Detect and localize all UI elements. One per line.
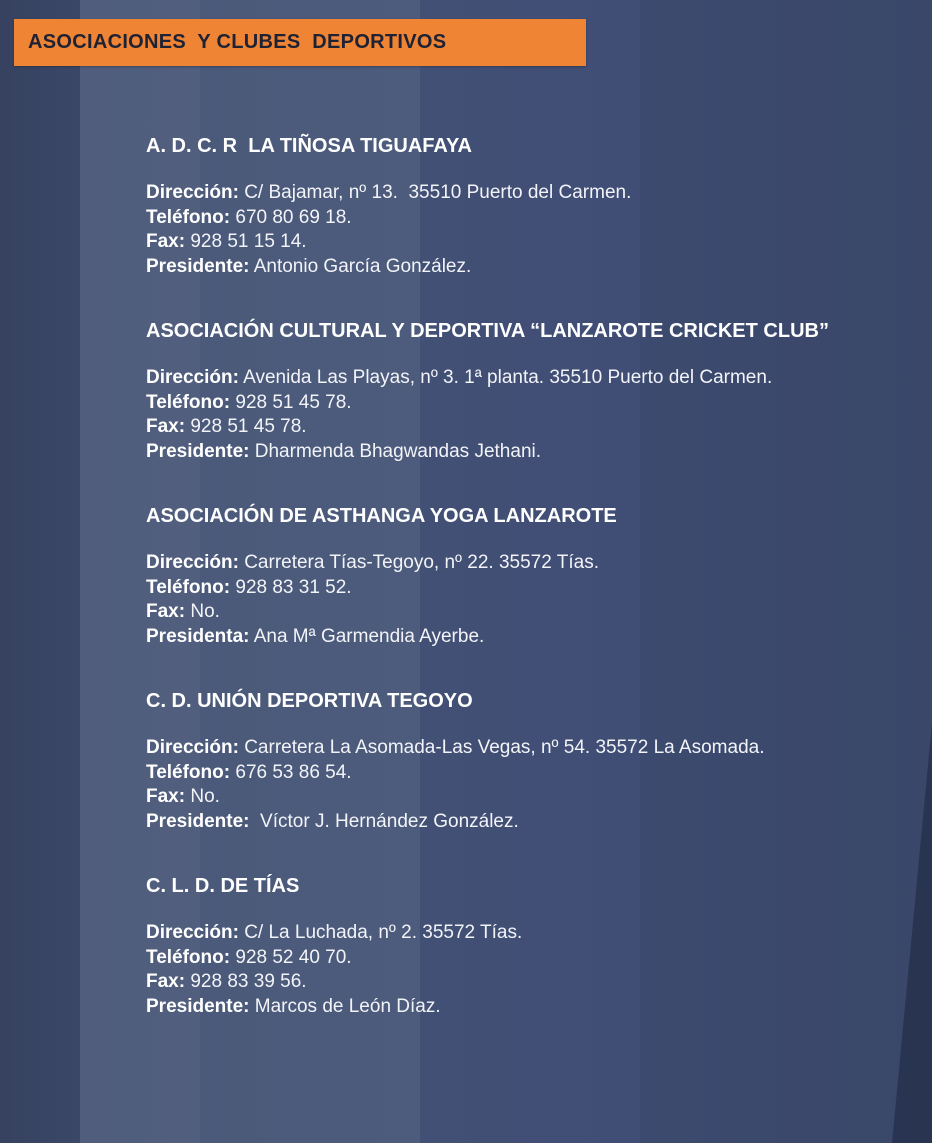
- field-value: Marcos de León Díaz.: [249, 995, 441, 1017]
- field-label: Teléfono:: [146, 391, 231, 413]
- club-entry: [146, 133, 906, 279]
- club-field: [146, 415, 906, 440]
- field-label: Dirección:: [146, 922, 239, 943]
- club-list: [146, 133, 906, 1058]
- club-field: [146, 946, 906, 971]
- club-field: [146, 255, 906, 280]
- field-value: Carretera La Asomada-Las Vegas, nº 54. 35572 La Asomada.: [238, 737, 765, 758]
- club-field: [146, 551, 906, 576]
- field-label: Teléfono:: [146, 206, 231, 228]
- field-label: Fax:: [146, 416, 186, 437]
- field-value: C/ La Luchada, nº 2. 35572 Tías.: [238, 922, 523, 943]
- club-name: ASOCIACIÓN CULTURAL Y DEPORTIVA “LANZAROTE CRICKET CLUB”: [146, 320, 829, 342]
- field-label: Presidente:: [146, 255, 250, 277]
- club-field: [146, 366, 906, 391]
- field-label: Teléfono:: [146, 576, 231, 598]
- club-field: [146, 576, 906, 601]
- field-value: 928 51 45 78.: [185, 416, 307, 437]
- field-value: Avenida Las Playas, nº 3. 1ª planta. 35510 Puerto del Carmen.: [238, 367, 773, 388]
- club-name: C. L. D. DE TÍAS: [146, 875, 300, 897]
- field-value: Víctor J. Hernández González.: [249, 810, 519, 832]
- field-value: Ana Mª Garmendia Ayerbe.: [249, 625, 485, 647]
- field-label: Dirección:: [146, 182, 239, 203]
- club-entry: [146, 688, 906, 834]
- club-field: [146, 391, 906, 416]
- field-value: 928 51 15 14.: [185, 231, 307, 252]
- club-name: ASOCIACIÓN DE ASTHANGA YOGA LANZAROTE: [146, 505, 617, 527]
- club-field: [146, 970, 906, 995]
- field-label: Fax:: [146, 231, 186, 252]
- field-label: Fax:: [146, 786, 186, 807]
- club-entry: [146, 318, 906, 464]
- section-header-bar: [14, 19, 586, 66]
- club-entry: [146, 503, 906, 649]
- field-value: 676 53 86 54.: [230, 761, 352, 783]
- club-field: [146, 810, 906, 835]
- field-label: Teléfono:: [146, 761, 231, 783]
- club-name: A. D. C. R LA TIÑOSA TIGUAFAYA: [146, 135, 472, 157]
- field-value: No.: [185, 601, 220, 622]
- club-entry: [146, 873, 906, 1019]
- field-label: Presidenta:: [146, 625, 250, 647]
- club-field: [146, 600, 906, 625]
- field-label: Dirección:: [146, 367, 239, 388]
- club-field: [146, 995, 906, 1020]
- field-label: Fax:: [146, 971, 186, 992]
- field-label: Dirección:: [146, 737, 239, 758]
- field-value: 670 80 69 18.: [230, 206, 352, 228]
- field-value: Antonio García González.: [249, 255, 472, 277]
- club-field: [146, 181, 906, 206]
- field-value: 928 83 39 56.: [185, 971, 307, 992]
- section-title: ASOCIACIONES Y CLUBES DEPORTIVOS: [28, 31, 447, 53]
- field-label: Teléfono:: [146, 946, 231, 968]
- field-value: C/ Bajamar, nº 13. 35510 Puerto del Carmen.: [238, 182, 632, 203]
- field-value: Dharmenda Bhagwandas Jethani.: [249, 440, 542, 462]
- field-value: No.: [185, 786, 220, 807]
- club-field: [146, 785, 906, 810]
- club-field: [146, 625, 906, 650]
- club-field: [146, 736, 906, 761]
- field-label: Presidente:: [146, 440, 250, 462]
- field-label: Presidente:: [146, 810, 250, 832]
- field-label: Fax:: [146, 601, 186, 622]
- club-field: [146, 230, 906, 255]
- field-label: Presidente:: [146, 995, 250, 1017]
- club-field: [146, 761, 906, 786]
- field-value: 928 52 40 70.: [230, 946, 352, 968]
- club-field: [146, 440, 906, 465]
- field-label: Dirección:: [146, 552, 239, 573]
- club-field: [146, 206, 906, 231]
- field-value: 928 51 45 78.: [230, 391, 352, 413]
- club-field: [146, 921, 906, 946]
- field-value: Carretera Tías-Tegoyo, nº 22. 35572 Tías.: [238, 552, 599, 573]
- club-name: C. D. UNIÓN DEPORTIVA TEGOYO: [146, 690, 473, 712]
- field-value: 928 83 31 52.: [230, 576, 352, 598]
